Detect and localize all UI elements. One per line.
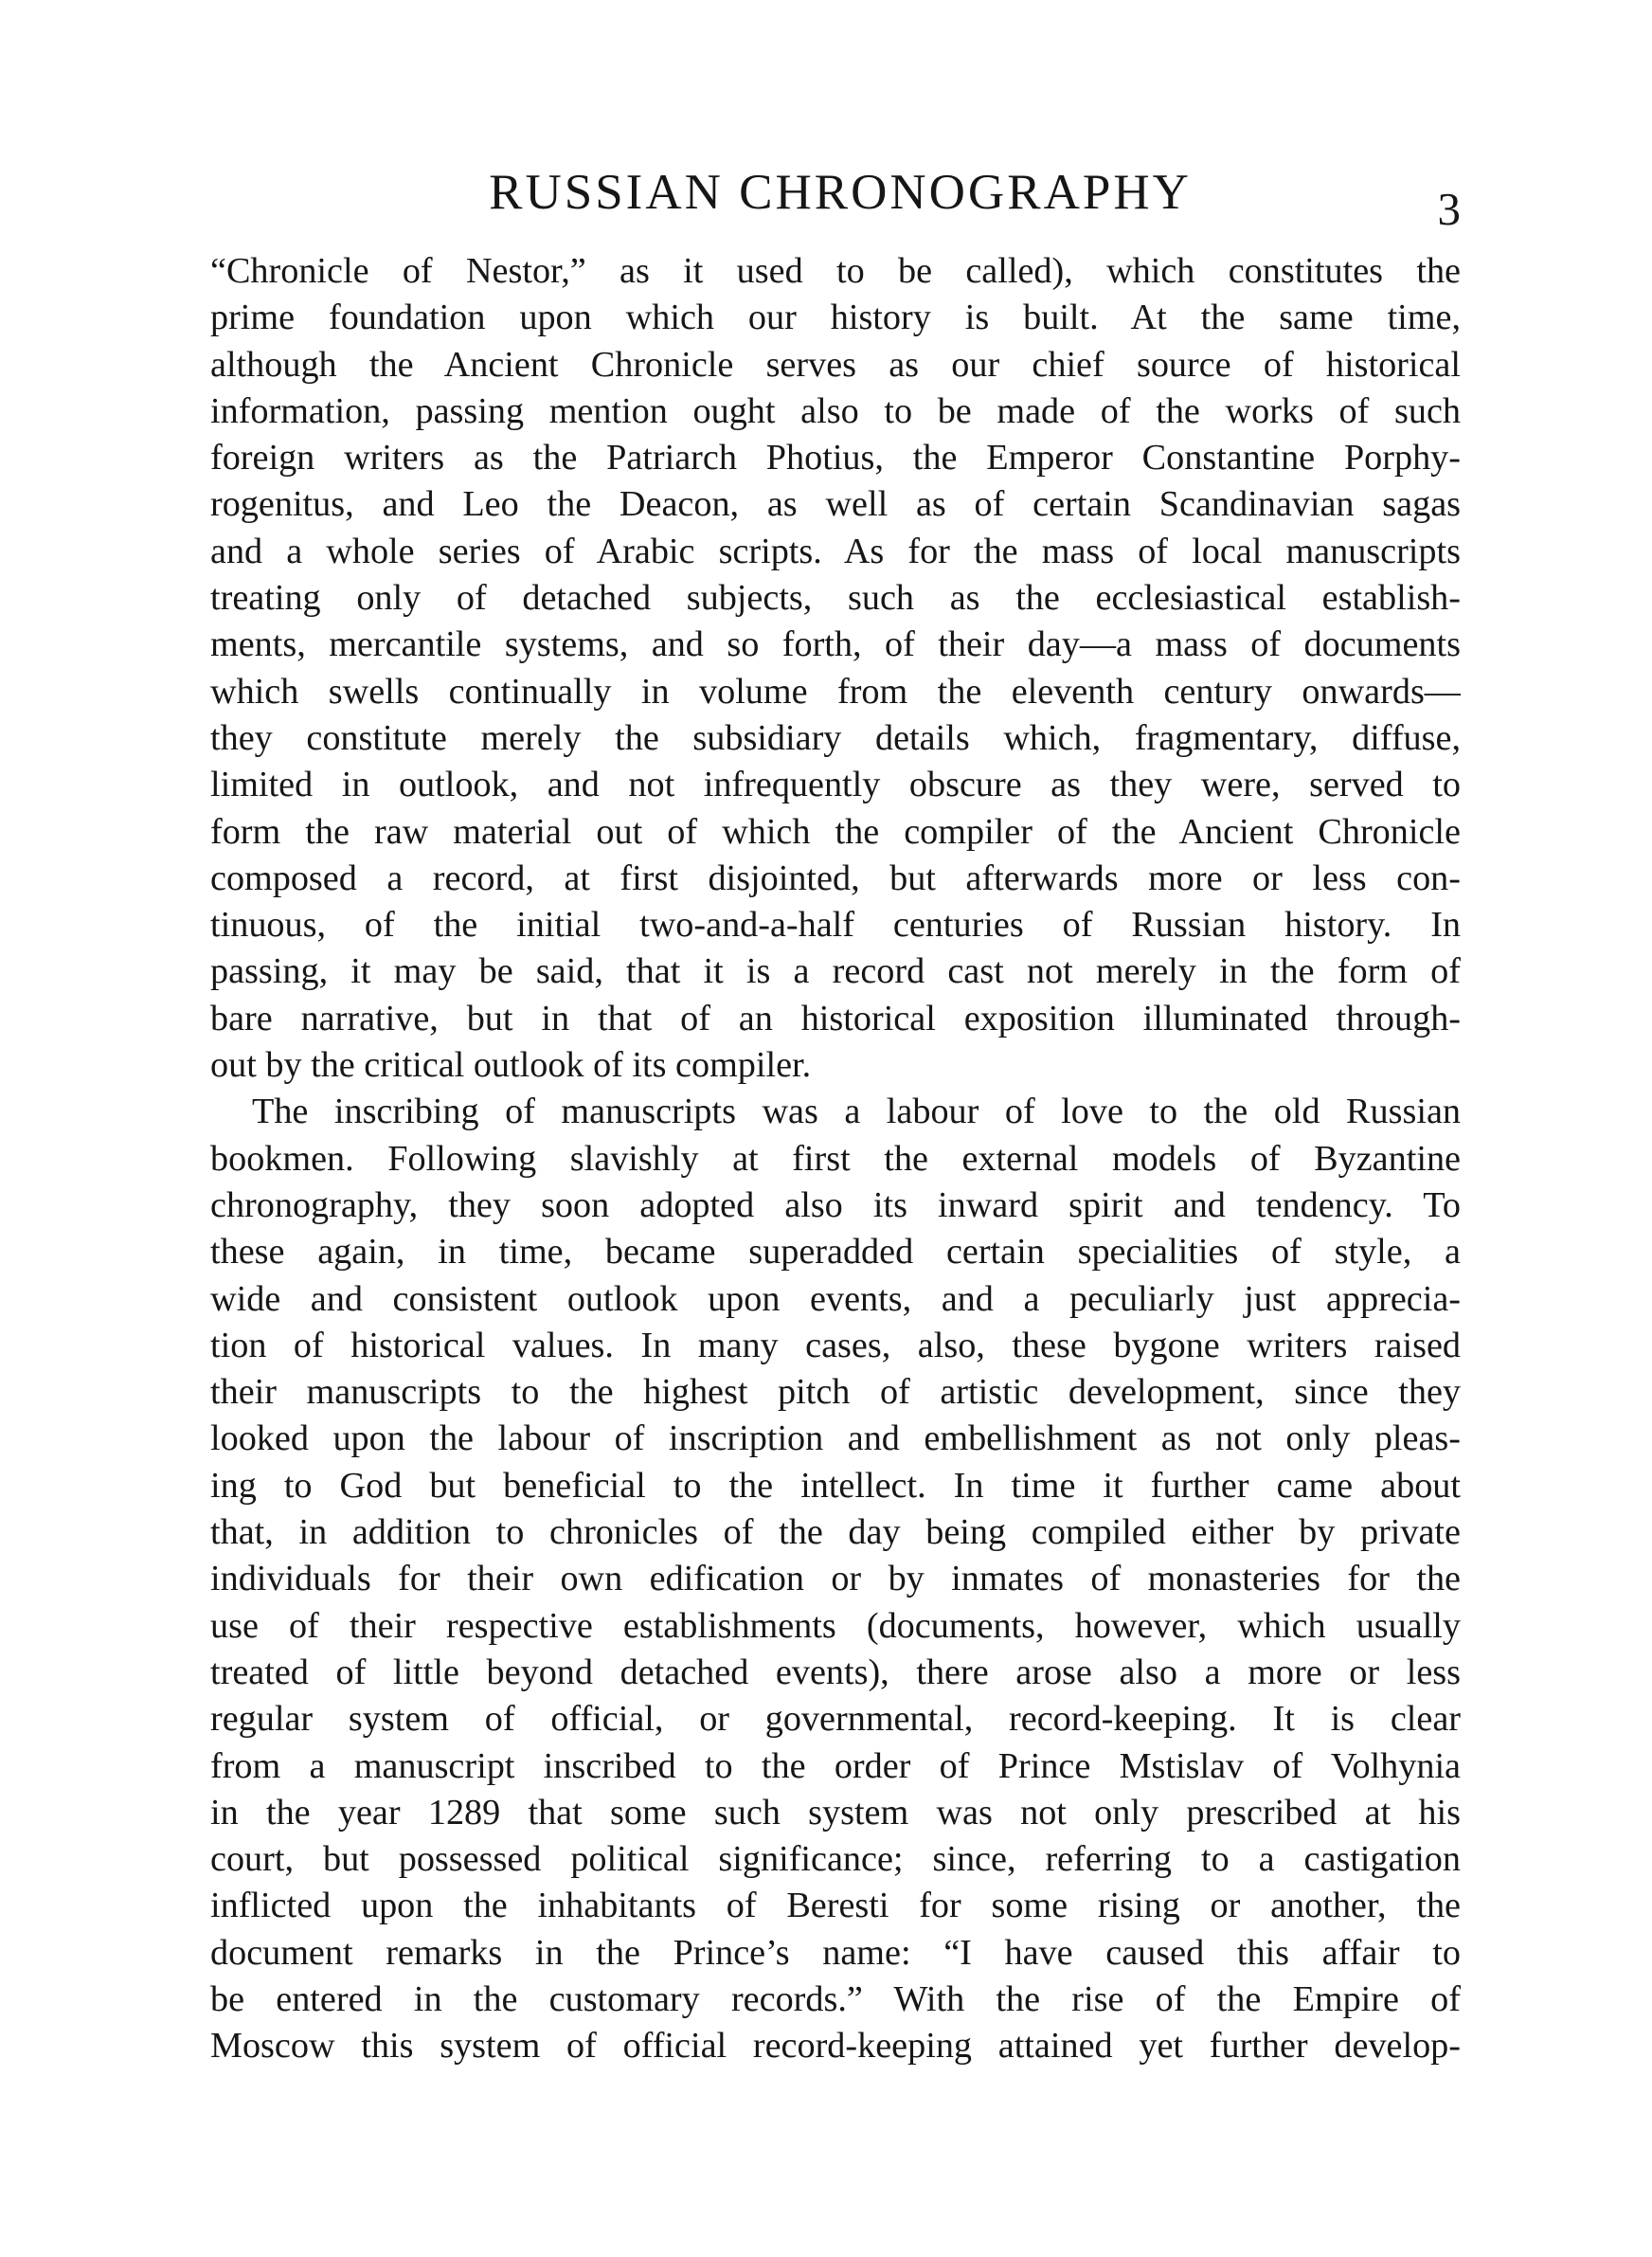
text-line: tinuous, of the initial two-and-a-half centuries of Russian history. In bbox=[210, 905, 1461, 946]
text-line: regular system of official, or governmental, record-keeping. It is clear bbox=[210, 1699, 1461, 1740]
text-line: although the Ancient Chronicle serves as our chief source of historical bbox=[210, 344, 1461, 385]
text-line: rogenitus, and Leo the Deacon, as well as of certain Scandinavian sagas bbox=[210, 484, 1461, 525]
text-line: their manuscripts to the highest pitch of artistic development, since they bbox=[210, 1372, 1461, 1413]
text-line: ing to God but beneficial to the intellect. In time it further came about bbox=[210, 1465, 1461, 1506]
page-header bbox=[210, 159, 1461, 244]
running-title: RUSSIAN CHRONOGRAPHY bbox=[489, 165, 1192, 220]
paragraph-start-line: The inscribing of manuscripts was a labour of love to the old Russian bbox=[252, 1092, 1461, 1132]
text-line: prime foundation upon which our history is built. At the same time, bbox=[210, 298, 1461, 338]
paragraph-end-line: out by the critical outlook of its compiler. bbox=[210, 1045, 812, 1086]
text-line: which swells continually in volume from the eleventh century onwards— bbox=[210, 671, 1461, 712]
text-line: treating only of detached subjects, such as the ecclesiastical establish- bbox=[210, 578, 1461, 619]
text-line: these again, in time, became superadded certain specialities of style, a bbox=[210, 1232, 1461, 1273]
text-line: Moscow this system of official record-keeping attained yet further develop- bbox=[210, 2026, 1461, 2067]
text-line: limited in outlook, and not infrequently obscure as they were, served to bbox=[210, 765, 1461, 805]
text-line: court, but possessed political significance; since, referring to a castigation bbox=[210, 1839, 1461, 1880]
text-line: composed a record, at first disjointed, but afterwards more or less con- bbox=[210, 858, 1461, 898]
text-line: from a manuscript inscribed to the order of Prince Mstislav of Volhynia bbox=[210, 1745, 1461, 1786]
text-line: they constitute merely the subsidiary details which, fragmentary, diffuse, bbox=[210, 717, 1461, 758]
text-line: form the raw material out of which the compiler of the Ancient Chronicle bbox=[210, 811, 1461, 852]
text-line: looked upon the labour of inscription and embellishment as not only pleas- bbox=[210, 1418, 1461, 1459]
text-line: document remarks in the Prince’s name: “I have caused this affair to bbox=[210, 1932, 1461, 1973]
text-line: bookmen. Following slavishly at first the external models of Byzantine bbox=[210, 1138, 1461, 1179]
text-line: be entered in the customary records.” With the rise of the Empire of bbox=[210, 1978, 1461, 2019]
text-line: passing, it may be said, that it is a record cast not merely in the form of bbox=[210, 951, 1461, 992]
text-line: foreign writers as the Patriarch Photius, the Emperor Constantine Porphy- bbox=[210, 438, 1461, 478]
text-line: individuals for their own edification or by inmates of monasteries for the bbox=[210, 1559, 1461, 1599]
text-line: and a whole series of Arabic scripts. As for the mass of local manuscripts bbox=[210, 531, 1461, 571]
text-line: “Chronicle of Nestor,” as it used to be called), which constitutes the bbox=[210, 251, 1461, 291]
page-number: 3 bbox=[1437, 183, 1461, 235]
text-line: inflicted upon the inhabitants of Beresti for some rising or another, the bbox=[210, 1886, 1461, 1926]
text-line: information, passing mention ought also to be made of the works of such bbox=[210, 390, 1461, 431]
text-line: use of their respective establishments (documents, however, which usually bbox=[210, 1605, 1461, 1646]
body-text bbox=[210, 248, 1461, 2070]
text-line: that, in addition to chronicles of the day being compiled either by private bbox=[210, 1512, 1461, 1553]
text-line: chronography, they soon adopted also its inward spirit and tendency. To bbox=[210, 1184, 1461, 1225]
text-line: ments, mercantile systems, and so forth, of their day—a mass of documents bbox=[210, 624, 1461, 665]
text-line: bare narrative, but in that of an historical exposition illuminated through- bbox=[210, 998, 1461, 1038]
text-line: tion of historical values. In many cases, also, these bygone writers raised bbox=[210, 1325, 1461, 1365]
text-line: in the year 1289 that some such system was not only prescribed at his bbox=[210, 1792, 1461, 1833]
text-line: treated of little beyond detached events), there arose also a more or less bbox=[210, 1652, 1461, 1692]
text-line: wide and consistent outlook upon events, and a peculiarly just apprecia- bbox=[210, 1278, 1461, 1319]
